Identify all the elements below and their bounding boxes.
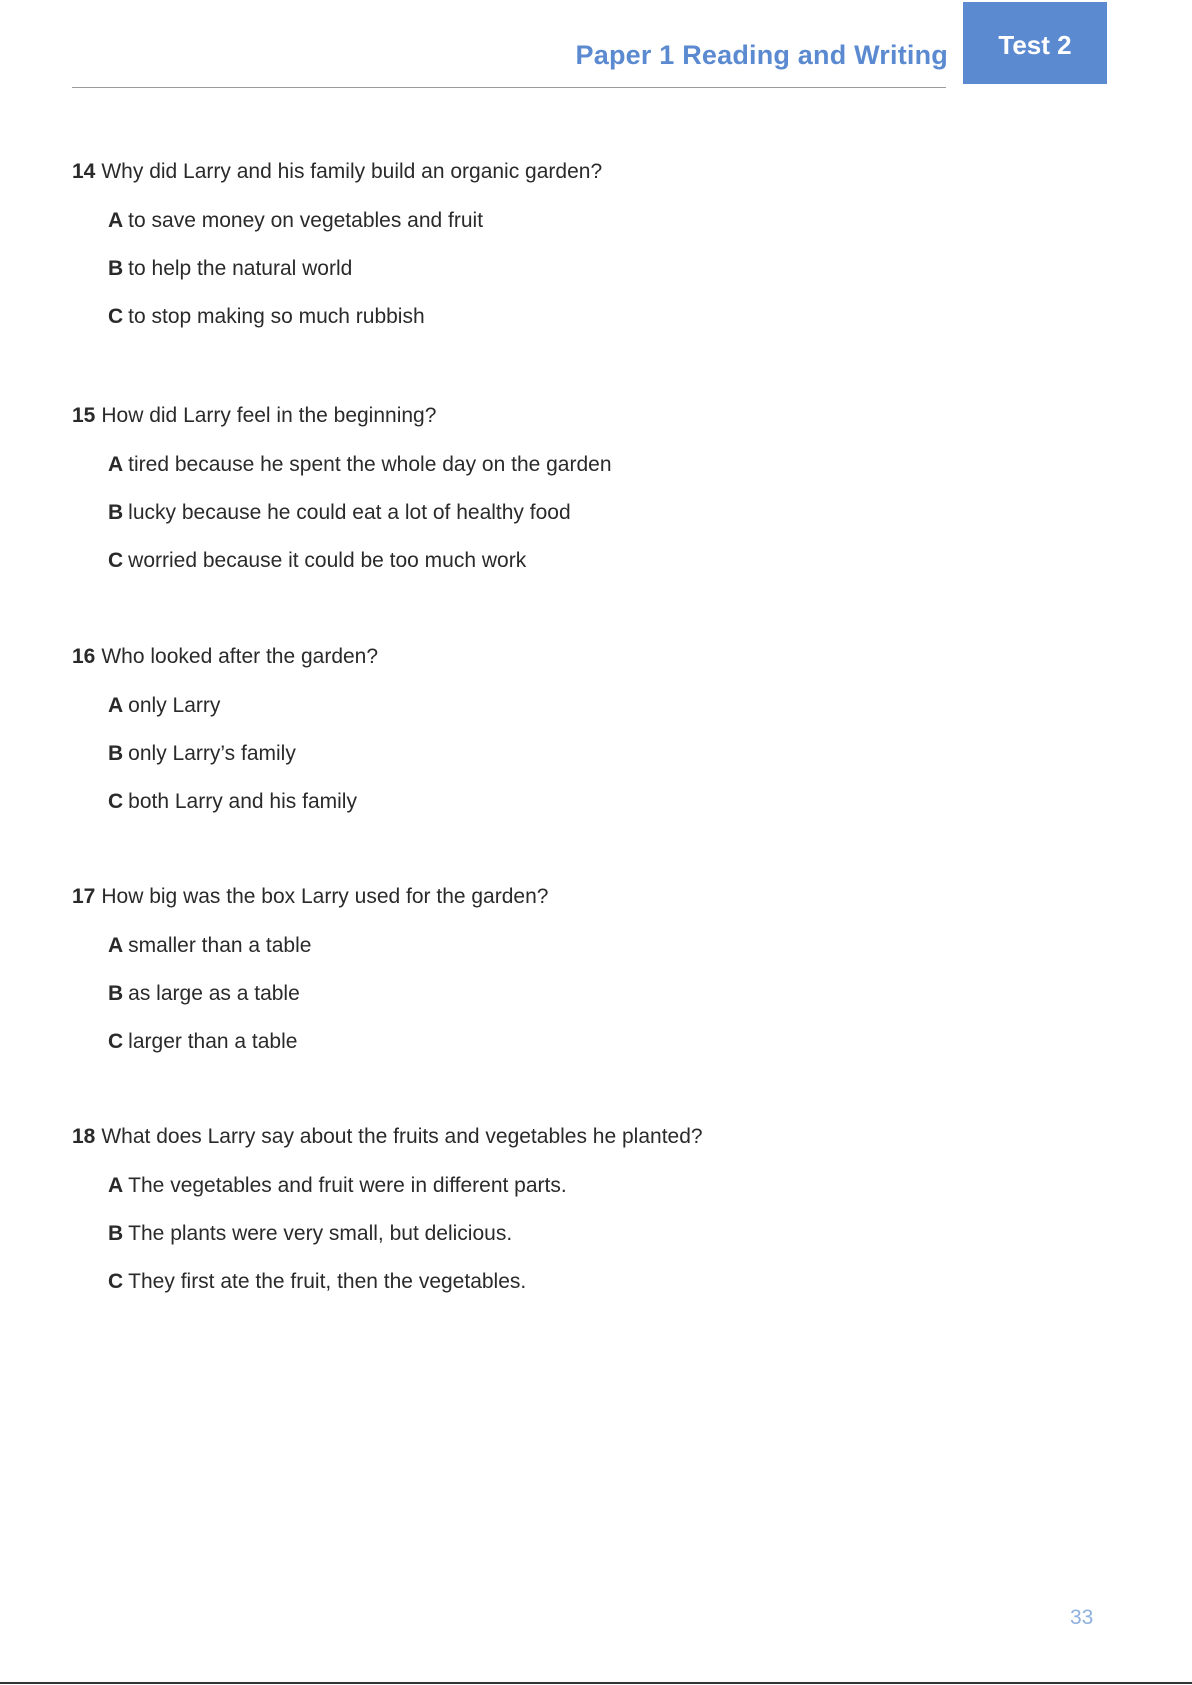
bottom-divider [0,1682,1192,1684]
answer-options [108,933,972,1055]
option-c[interactable] [108,1269,972,1295]
option-b[interactable] [108,1221,972,1247]
option-b[interactable] [108,500,972,526]
option-letter: A [108,1174,124,1197]
question-text: Why did Larry and his family build an organic garden? [101,160,603,183]
question-number: 18 [72,1125,96,1148]
question-stem [72,403,972,429]
option-b[interactable] [108,741,972,767]
option-letter: B [108,982,124,1005]
question-number: 16 [72,645,96,668]
option-a[interactable] [108,452,972,478]
answer-options [108,693,972,815]
option-text: smaller than a table [128,934,312,957]
page-header-title: Paper 1 Reading and Writing [575,40,948,70]
option-text: both Larry and his family [128,790,357,813]
test-tab: Test 2 [963,2,1107,84]
question-text: How did Larry feel in the beginning? [101,404,437,427]
option-letter: A [108,209,124,232]
option-text: tired because he spent the whole day on the garden [128,453,612,476]
option-text: to stop making so much rubbish [128,305,425,328]
question-17 [72,884,972,1077]
question-15 [72,403,972,596]
question-stem [72,159,972,185]
option-text: only Larry’s family [128,742,296,765]
option-letter: C [108,790,124,813]
option-letter: B [108,257,124,280]
question-number: 15 [72,404,96,427]
option-b[interactable] [108,981,972,1007]
answer-options [108,208,972,330]
question-stem [72,884,972,910]
option-text: to save money on vegetables and fruit [128,209,484,232]
option-c[interactable] [108,1029,972,1055]
option-text: only Larry [128,694,221,717]
option-text: lucky because he could eat a lot of healthy food [128,501,571,524]
question-18 [72,1124,972,1317]
option-letter: B [108,1222,124,1245]
option-text: The vegetables and fruit were in different parts. [128,1174,567,1197]
option-letter: A [108,453,124,476]
question-text: Who looked after the garden? [101,645,379,668]
option-letter: B [108,742,124,765]
option-letter: A [108,934,124,957]
option-letter: B [108,501,124,524]
option-c[interactable] [108,304,972,330]
question-number: 14 [72,160,96,183]
option-letter: A [108,694,124,717]
question-stem [72,644,972,670]
option-a[interactable] [108,208,972,234]
header-divider [72,87,946,88]
answer-options [108,1173,972,1295]
question-16 [72,644,972,837]
option-text: to help the natural world [128,257,353,280]
answer-options [108,452,972,574]
option-a[interactable] [108,693,972,719]
option-letter: C [108,549,124,572]
option-letter: C [108,1030,124,1053]
option-text: as large as a table [128,982,300,1005]
option-c[interactable] [108,548,972,574]
option-text: The plants were very small, but delicious. [128,1222,513,1245]
option-text: worried because it could be too much work [128,549,527,572]
page-number: 33 [1070,1606,1094,1629]
option-text: larger than a table [128,1030,298,1053]
question-number: 17 [72,885,96,908]
option-letter: C [108,1270,124,1293]
question-text: How big was the box Larry used for the garden? [101,885,549,908]
question-14 [72,159,972,352]
option-a[interactable] [108,1173,972,1199]
option-a[interactable] [108,933,972,959]
option-c[interactable] [108,789,972,815]
option-text: They first ate the fruit, then the vegetables. [128,1270,527,1293]
option-b[interactable] [108,256,972,282]
option-letter: C [108,305,124,328]
question-stem [72,1124,972,1150]
question-text: What does Larry say about the fruits and vegetables he planted? [101,1125,703,1148]
